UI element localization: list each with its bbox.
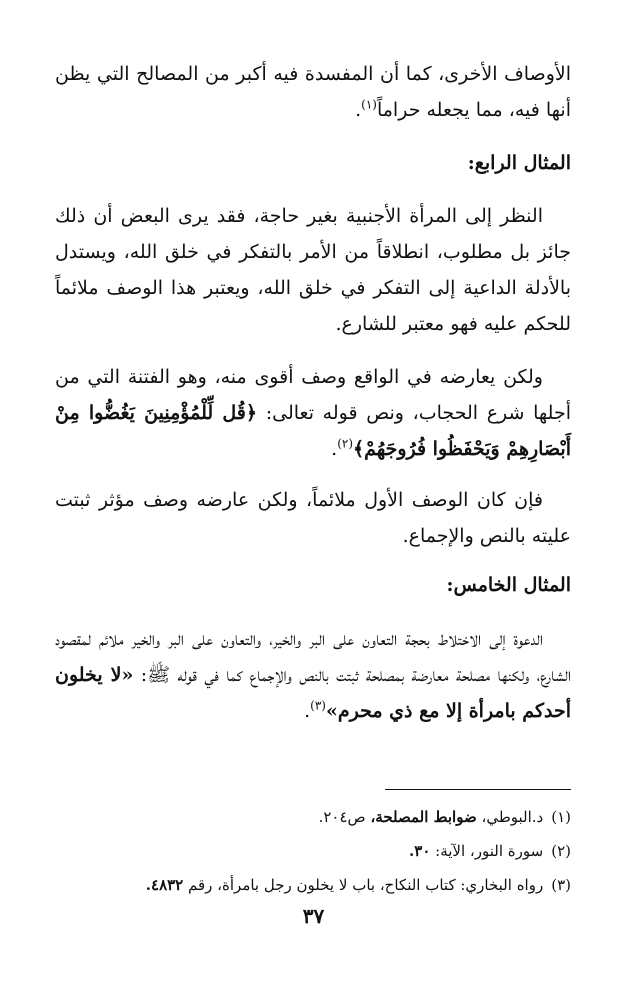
footnote-ref-3[interactable]: (٣) [310,698,326,713]
footnote-bold-text: ٣٠. [409,842,431,860]
footnote-item [55,800,571,834]
quran-verse: ﴿قُل لِّلْمُؤْمِنِينَ يَغُضُّوا مِنْ أَبْصَارِهِمْ وَيَحْفَظُوا فُرُوجَهُمْ﴾ [55,402,571,460]
footnote-bold-text: ضوابط المصلحة، [370,808,477,826]
example4-paragraph-3-text: فإن كان الوصف الأول ملائماً، ولكن عارضه وصف مؤثر ثبتت عليته بالنص والإجماع. [55,489,571,547]
example4-paragraph-1-text: النظر إلى المرأة الأجنبية بغير حاجة، فقد يرى البعض أن ذلك جائز بل مطلوب، انطلاقاً من الأمر بالتفكر في خلق الله، ويستدل بالأدلة الداعية إلى التفكر في خلق الله، ويعتبر هذا الوصف ملائماً للحكم عليه فهو معتبر للشارع. [55,205,571,335]
footnote-text: سورة النور، الآية: [430,842,544,860]
footnote-item [55,868,571,902]
continuation-paragraph [55,56,571,128]
continuation-end: . [355,99,362,121]
footnote-item [55,834,571,868]
example4-heading: المثال الرابع: [467,152,571,174]
example4-paragraph-2-end: . [331,438,338,460]
footnote-number: (٣) [551,876,571,894]
footnote-number: (١) [551,808,571,826]
continuation-text: الأوصاف الأخرى، كما أن المفسدة فيه أكبر من المصالح التي يظن أنها فيه، مما يجعله حراماً [55,63,571,121]
example4-paragraph-2-text: ولكن يعارضه في الواقع وصف أقوى منه، وهو الفتنة التي من أجلها شرع الحجاب، ونص قوله تعالى: [55,366,571,424]
example4-paragraph-3 [55,482,571,554]
example4-paragraph-1 [55,198,571,342]
footnote-divider [385,789,571,790]
footnote-number: (٢) [551,842,571,860]
footnote-text: د.البوطي، [476,808,544,826]
example5-heading: المثال الخامس: [446,574,571,596]
footnote-bold-text: ٤٨٣٢. [145,876,184,894]
example5-paragraph [55,621,571,729]
footnote-text-end: ص٢٠٤. [318,808,371,826]
hadith-quote: «لا يخلون أحدكم بامرأة إلا مع ذي محرم» [55,664,571,722]
footnotes-list [55,800,571,902]
example5-paragraph-end: . [304,700,311,722]
footnote-text: رواه البخاري: كتاب النكاح، باب لا يخلون رجل بامرأة، رقم [183,876,544,894]
example4-paragraph-2 [55,359,571,467]
footnote-ref-2[interactable]: (٢) [337,436,354,451]
footnote-ref-1[interactable]: (١) [361,97,377,112]
example5-paragraph-text: الدعوة إلى الاختلاط بحجة التعاون على البر والخير، والتعاون على البر والخير ملائم لمقصود الشارع، ولكنها مصلحة معارضة بمصلحة ثبتت بالنص والإجماع كما في قوله ﷺ: [55,628,572,686]
page-number: ٣٧ [302,904,325,928]
